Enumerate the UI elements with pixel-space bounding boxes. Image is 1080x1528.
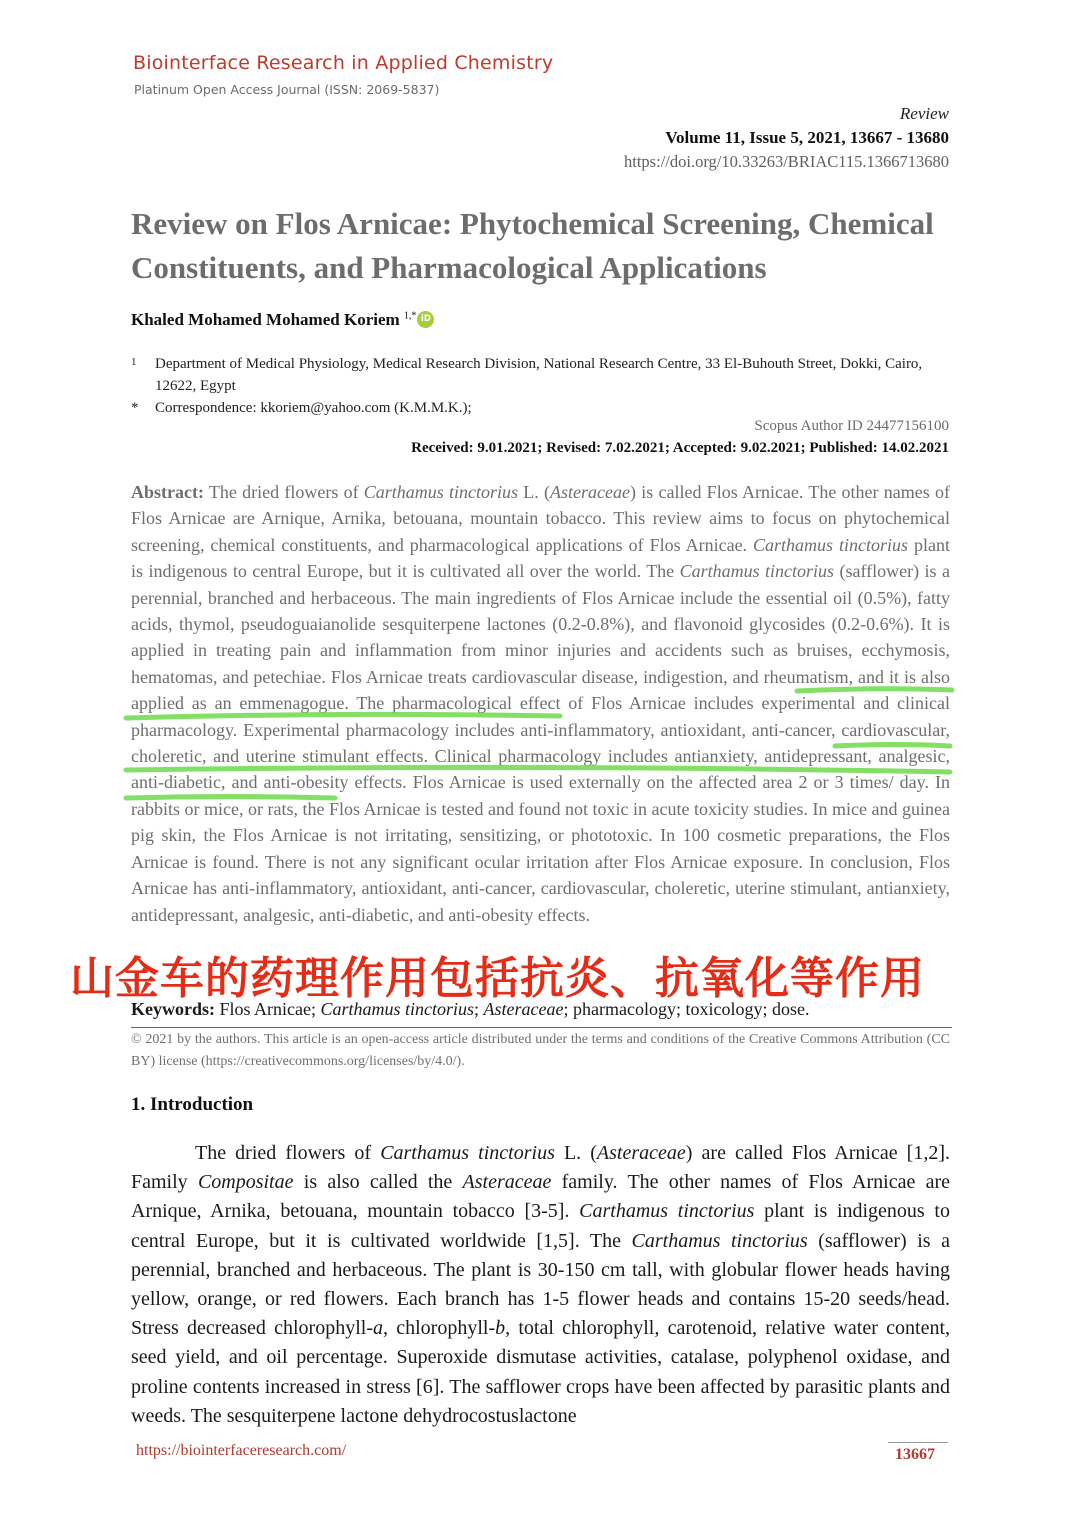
introduction-paragraph (131, 1139, 950, 1431)
volume-line: Volume 11, Issue 5, 2021, 13667 - 13680 (665, 128, 949, 147)
license-notice: © 2021 by the authors. This article is an open-access article distributed under the terms and conditions of the Creative Commons Attribution (CC BY) license (https://creativecommons.org/licenses/by/4.0/). (131, 1032, 950, 1069)
article-type: Review (899, 104, 949, 123)
author-line (131, 310, 434, 330)
affiliation-1 (131, 353, 950, 397)
journal-subtitle: Platinum Open Access Journal (ISSN: 2069-5837) (134, 82, 440, 97)
keyword-family: Asteraceae (483, 999, 564, 1019)
intro-text: , total chlorophyll, carotenoid, relative water content, seed yield, and oil percentage. Superoxide dismutase activities, catalase, polyphenol oxidase, and proline contents increased in stress [6]. The safflower crops have been affected by parasitic plants and weeds. The sesquiterpene lactone dehydrocostuslactone (131, 1317, 950, 1427)
journal-name: Biointerface Research in Applied Chemistry (133, 52, 554, 74)
affiliation-text: Department of Medical Physiology, Medical Research Division, National Research Centre, 33 El-Buhouth Street, Dokki, Cairo, 12622, Egypt (155, 356, 923, 394)
author-superscript: 1,* (403, 310, 417, 322)
page-number: 13667 (895, 1446, 935, 1463)
keywords-label: Keywords: (131, 999, 215, 1019)
orcid-icon[interactable]: iD (417, 311, 434, 328)
intro-species: Carthamus tinctorius (631, 1229, 808, 1252)
affiliation-mark: 1 (131, 356, 137, 368)
author-name: Khaled Mohamed Mohamed Koriem (131, 310, 400, 329)
intro-family: Asteraceae (462, 1171, 552, 1194)
page-number-rule (888, 1442, 948, 1443)
article-dates: Received: 9.01.2021; Revised: 7.02.2021; Accepted: 9.02.2021; Published: 14.02.2021 (411, 440, 949, 456)
chinese-caption-overlay: 山金车的药理作用包括抗炎、抗氧化等作用 (70, 953, 925, 1004)
intro-text: L. ( (554, 1142, 597, 1164)
intro-text: (safflower) is a perennial, branched and herbaceous. The plant is 30-150 cm tall, with globular flower heads having yellow, orange, or red flowers. Each branch has 1-5 flower heads and contains 15-20 seeds/head. Stress decreased chlorophyll- (131, 1229, 950, 1340)
intro-species: Carthamus tinctorius (380, 1142, 555, 1164)
abstract-text: plant is indigenous to central Europe, but it is cultivated all over the world. The (131, 534, 950, 582)
abstract-text: (safflower) is a perennial, branched and herbaceous. The main ingredients of Flos Arnicae include the essential oil (0.5%), fatty acids, thymol, pseudoguaianolide sesquiterpene lactones (0.2-0.8%), and flavonoid glycosides (0.2-0.6%). It is applied in treating pain and inflammation from minor injuries and accidents such as bruises, ecchymosis, hematomas, and petechiae. Flos Arnicae treats cardiovascular disease, indigestion, and rheumatism, and it is also applied as an emmenagogue. The pharmacological effect of Flos Arnicae includes experimental and clinical pharmacology. Experimental pharmacology includes anti-inflammatory, antioxidant, anti-cancer, cardiovascular, choleretic, and uterine stimulant effects. Clinical pharmacology includes antianxiety, antidepressant, analgesic, anti-diabetic, and anti-obesity effects. Flos Arnicae is used externally on the affected area 2 or 3 times/ day. In rabbits or mice, or rats, the Flos Arnicae is tested and found not toxic in acute toxicity studies. In mice and guinea pig skin, the Flos Arnicae is not irritating, sensitizing, or phototoxic. In 100 cosmetic preparations, the Flos Arnicae is found. There is not any significant ocular irritation after Flos Arnicae exposure. In conclusion, Flos Arnicae has anti-inflammatory, antioxidant, anti-cancer, cardiovascular, choleretic, uterine stimulant, antianxiety, antidepressant, analgesic, anti-diabetic, and anti-obesity effects. (131, 561, 950, 925)
intro-italic: b (495, 1317, 506, 1340)
intro-text: is also called the (293, 1171, 463, 1194)
abstract-text: ) is called Flos Arnicae. The other names of Flos Arnicae are Arnique, Arnika, betouana, mountain tobacco. This review aims to focus on phytochemical screening, chemical constituents, and pharmacological applications of Flos Arnicae. (131, 482, 950, 555)
intro-italic: a (372, 1317, 383, 1340)
keyword-species: Carthamus tinctorius (320, 999, 475, 1019)
intro-family: Asteraceae (596, 1142, 686, 1164)
correspondence (131, 397, 950, 419)
abstract-label: Abstract: (131, 482, 204, 502)
intro-species: Carthamus tinctorius (579, 1200, 755, 1223)
correspondence-mark: * (131, 400, 139, 416)
keyword-text: ; pharmacology; toxicology; dose. (563, 999, 810, 1019)
footer-website-link[interactable]: https://biointerfaceresearch.com/ (136, 1442, 347, 1459)
scopus-id: Scopus Author ID 24477156100 (754, 418, 949, 434)
abstract-text: L. ( (518, 482, 551, 502)
keyword-text: ; (474, 999, 484, 1019)
intro-text: ) are called Flos Arnicae [1,2]. Family (131, 1142, 951, 1194)
keywords-divider (131, 1027, 952, 1028)
section-heading-introduction: 1. Introduction (131, 1094, 254, 1115)
abstract-species: Carthamus tinctorius (363, 482, 519, 502)
abstract-text: The dried flowers of (203, 482, 364, 502)
intro-family: Compositae (197, 1171, 294, 1194)
doi-link[interactable]: https://doi.org/10.33263/BRIAC115.1366713680 (624, 152, 949, 171)
intro-text: , chlorophyll- (382, 1317, 496, 1340)
intro-text: The dried flowers of (195, 1142, 381, 1164)
abstract (131, 479, 950, 928)
abstract-species: Carthamus tinctorius (679, 561, 835, 582)
intro-text: plant is indigenous to central Europe, but it is cultivated worldwide [1,5]. The (131, 1200, 950, 1252)
keyword-text: Flos Arnicae; (215, 999, 321, 1019)
keywords-line (131, 999, 950, 1020)
article-title: Review on Flos Arnicae: Phytochemical Screening, Chemical Constituents, and Pharmacological Applications (131, 206, 934, 285)
correspondence-text: Correspondence: kkoriem@yahoo.com (K.M.M.K.); (155, 400, 472, 416)
intro-text: family. The other names of Flos Arnicae are Arnique, Arnika, betouana, mountain tobacco [3-5]. (131, 1171, 951, 1223)
abstract-family: Asteraceae (550, 482, 630, 502)
abstract-species: Carthamus tinctorius (753, 534, 909, 555)
